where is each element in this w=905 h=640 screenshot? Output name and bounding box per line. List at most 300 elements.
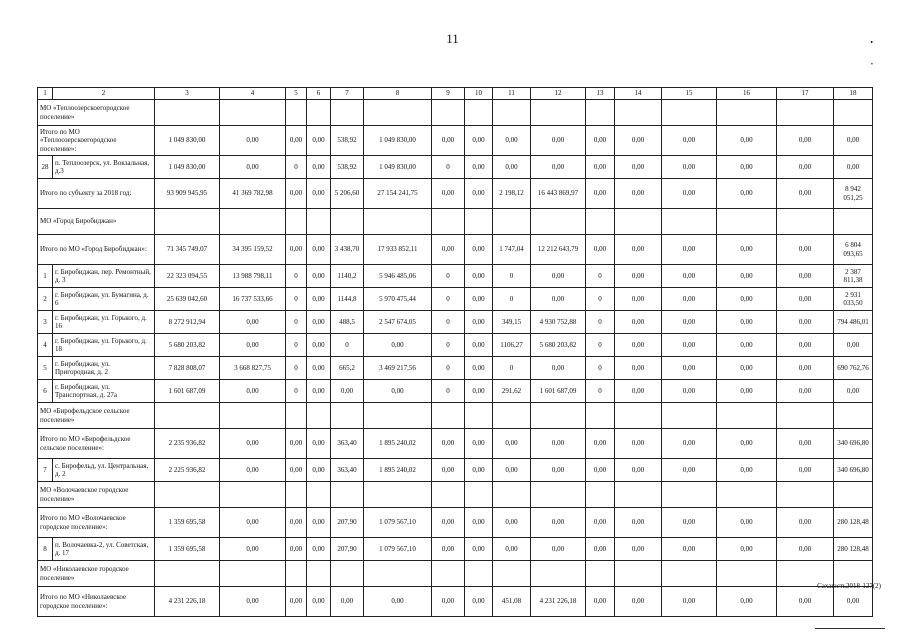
value-cell: 5 206,60 — [331, 179, 364, 209]
empty-cell — [220, 561, 286, 587]
value-cell: 0,00 — [364, 380, 432, 403]
value-cell: 0,00 — [717, 334, 777, 357]
value-cell: 0,00 — [220, 508, 286, 538]
value-cell: 1144,8 — [331, 288, 364, 311]
empty-cell — [432, 100, 465, 126]
value-cell: 0,00 — [307, 380, 331, 403]
value-cell: 0 — [432, 265, 465, 288]
value-cell: 0,00 — [717, 156, 777, 179]
value-cell: 0,00 — [465, 334, 493, 357]
value-cell: 17 933 852,11 — [364, 235, 432, 265]
empty-cell — [586, 403, 615, 429]
value-cell: 1 049 830,00 — [364, 126, 432, 156]
subtotal-row — [38, 126, 873, 156]
empty-cell — [432, 209, 465, 235]
empty-cell — [286, 403, 307, 429]
value-cell: 0,00 — [777, 538, 834, 561]
empty-cell — [364, 209, 432, 235]
empty-cell — [364, 100, 432, 126]
value-cell: 0,00 — [307, 538, 331, 561]
row-number: 5 — [38, 357, 53, 380]
empty-cell — [286, 482, 307, 508]
empty-cell — [717, 403, 777, 429]
value-cell: 0 — [586, 288, 615, 311]
column-number: 2 — [53, 88, 155, 100]
empty-cell — [531, 209, 586, 235]
empty-cell — [432, 561, 465, 587]
column-number: 13 — [586, 88, 615, 100]
value-cell: 0 — [286, 265, 307, 288]
column-number: 11 — [493, 88, 531, 100]
row-number: 3 — [38, 311, 53, 334]
value-cell: 0,00 — [531, 156, 586, 179]
value-cell: 794 486,01 — [834, 311, 873, 334]
empty-cell — [615, 561, 662, 587]
value-cell: 0,00 — [307, 357, 331, 380]
value-cell: 2 387 811,38 — [834, 265, 873, 288]
column-number: 4 — [220, 88, 286, 100]
value-cell: 363,40 — [331, 459, 364, 482]
empty-cell — [307, 561, 331, 587]
subtotal-label: Итого по субъекту за 2018 год: — [38, 179, 155, 209]
value-cell: 0,00 — [615, 265, 662, 288]
address-row — [38, 357, 873, 380]
value-cell: 0,00 — [286, 459, 307, 482]
value-cell: 0,00 — [717, 587, 777, 617]
value-cell: 0,00 — [220, 587, 286, 617]
value-cell: 0,00 — [615, 235, 662, 265]
row-number: 8 — [38, 538, 53, 561]
value-cell: 0 — [432, 156, 465, 179]
value-cell: 0,00 — [662, 538, 717, 561]
value-cell: 22 323 094,55 — [155, 265, 220, 288]
column-number: 6 — [307, 88, 331, 100]
value-cell: 0,00 — [615, 459, 662, 482]
value-cell: 0,00 — [493, 429, 531, 459]
value-cell: 0 — [331, 334, 364, 357]
empty-cell — [465, 561, 493, 587]
value-cell: 3 438,70 — [331, 235, 364, 265]
value-cell: 1 601 687,09 — [155, 380, 220, 403]
value-cell: 0,00 — [531, 429, 586, 459]
subtotal-label: Итого по МО «Теплоозерскоегородское поселение»: — [38, 126, 155, 156]
value-cell: 0,00 — [717, 126, 777, 156]
value-cell: 71 345 749,07 — [155, 235, 220, 265]
value-cell: 0,00 — [662, 380, 717, 403]
value-cell: 0 — [432, 380, 465, 403]
value-cell: 0,00 — [307, 265, 331, 288]
value-cell: 0,00 — [286, 179, 307, 209]
value-cell: 0,00 — [465, 265, 493, 288]
value-cell: 0,00 — [432, 429, 465, 459]
value-cell: 0 — [432, 311, 465, 334]
column-number: 12 — [531, 88, 586, 100]
empty-cell — [834, 482, 873, 508]
value-cell: 0,00 — [493, 538, 531, 561]
value-cell: 0,00 — [777, 508, 834, 538]
value-cell: 0,00 — [615, 334, 662, 357]
value-cell: 0,00 — [286, 508, 307, 538]
value-cell: 0,00 — [662, 587, 717, 617]
value-cell: 0,00 — [777, 126, 834, 156]
empty-cell — [307, 403, 331, 429]
value-cell: 0 — [286, 334, 307, 357]
value-cell: 0,00 — [662, 508, 717, 538]
value-cell: 41 369 782,98 — [220, 179, 286, 209]
value-cell: 0,00 — [586, 429, 615, 459]
empty-cell — [307, 482, 331, 508]
value-cell: 0,00 — [662, 357, 717, 380]
value-cell: 0,00 — [717, 459, 777, 482]
value-cell: 0,00 — [220, 380, 286, 403]
empty-cell — [493, 403, 531, 429]
empty-cell — [331, 209, 364, 235]
empty-cell — [432, 403, 465, 429]
value-cell: 0,00 — [777, 311, 834, 334]
value-cell: 12 212 643,79 — [531, 235, 586, 265]
value-cell: 0,00 — [465, 538, 493, 561]
value-cell: 0,00 — [717, 311, 777, 334]
value-cell: 0,00 — [777, 235, 834, 265]
value-cell: 0,00 — [615, 587, 662, 617]
value-cell: 0,00 — [662, 179, 717, 209]
municipality-name: МО «Город Биробиджан» — [38, 209, 155, 235]
value-cell: 0 — [286, 288, 307, 311]
empty-cell — [586, 209, 615, 235]
document-code: Сахаюсть2018-127(2) — [817, 582, 881, 590]
value-cell: 0,00 — [220, 538, 286, 561]
value-cell: 0,00 — [465, 156, 493, 179]
value-cell: 0,00 — [465, 311, 493, 334]
value-cell: 0,00 — [220, 334, 286, 357]
value-cell: 0 — [286, 357, 307, 380]
value-cell: 0,00 — [834, 156, 873, 179]
value-cell: 8 272 912,94 — [155, 311, 220, 334]
empty-cell — [432, 482, 465, 508]
column-number: 8 — [364, 88, 432, 100]
value-cell: 0,00 — [220, 459, 286, 482]
empty-cell — [834, 100, 873, 126]
value-cell: 0,00 — [307, 311, 331, 334]
value-cell: 0,00 — [531, 459, 586, 482]
empty-cell — [155, 561, 220, 587]
value-cell: 25 639 042,60 — [155, 288, 220, 311]
scan-mark: • — [870, 38, 873, 47]
value-cell: 0,00 — [307, 179, 331, 209]
address-cell: г. Биробиджан, пер. Ремонтный, д. 3 — [53, 265, 155, 288]
value-cell: 1 049 830,00 — [155, 126, 220, 156]
value-cell: 7 828 808,07 — [155, 357, 220, 380]
empty-cell — [531, 482, 586, 508]
value-cell: 0,00 — [615, 538, 662, 561]
value-cell: 0,00 — [717, 265, 777, 288]
value-cell: 0,00 — [465, 459, 493, 482]
address-row — [38, 459, 873, 482]
address-cell: г. Биробиджан, ул. Бумагина, д. 6 — [53, 288, 155, 311]
address-row — [38, 538, 873, 561]
page-number: 11 — [446, 31, 459, 46]
value-cell: 0 — [432, 334, 465, 357]
empty-cell — [531, 100, 586, 126]
value-cell: 8 942 051,25 — [834, 179, 873, 209]
empty-cell — [717, 100, 777, 126]
value-cell: 0,00 — [531, 538, 586, 561]
value-cell: 0 — [586, 380, 615, 403]
value-cell: 451,08 — [493, 587, 531, 617]
empty-cell — [331, 561, 364, 587]
column-number: 15 — [662, 88, 717, 100]
value-cell: 0 — [286, 156, 307, 179]
address-cell: г. Биробиджан, ул. Горького, д. 16 — [53, 311, 155, 334]
value-cell: 1 747,04 — [493, 235, 531, 265]
address-row — [38, 334, 873, 357]
value-cell: 2 931 033,50 — [834, 288, 873, 311]
subtotal-row — [38, 179, 873, 209]
value-cell: 0,00 — [331, 380, 364, 403]
value-cell: 0,00 — [615, 126, 662, 156]
value-cell: 4 231 226,18 — [155, 587, 220, 617]
value-cell: 538,92 — [331, 126, 364, 156]
value-cell: 0,00 — [777, 334, 834, 357]
empty-cell — [777, 482, 834, 508]
subtotal-row — [38, 429, 873, 459]
value-cell: 0,00 — [586, 459, 615, 482]
value-cell: 0,00 — [286, 538, 307, 561]
value-cell: 0,00 — [307, 429, 331, 459]
value-cell: 6 804 093,65 — [834, 235, 873, 265]
value-cell: 0,00 — [286, 587, 307, 617]
value-cell: 0,00 — [465, 126, 493, 156]
value-cell: 0,00 — [834, 126, 873, 156]
value-cell: 0,00 — [465, 179, 493, 209]
row-number: 6 — [38, 380, 53, 403]
value-cell: 1 359 695,58 — [155, 508, 220, 538]
value-cell: 0,00 — [531, 265, 586, 288]
value-cell: 1106,27 — [493, 334, 531, 357]
row-number: 28 — [38, 156, 53, 179]
value-cell: 0,00 — [834, 380, 873, 403]
value-cell: 2 198,12 — [493, 179, 531, 209]
empty-cell — [834, 403, 873, 429]
empty-cell — [331, 403, 364, 429]
value-cell: 0,00 — [432, 459, 465, 482]
value-cell: 538,92 — [331, 156, 364, 179]
value-cell: 0,00 — [662, 156, 717, 179]
column-number: 16 — [717, 88, 777, 100]
empty-cell — [531, 561, 586, 587]
empty-cell — [777, 209, 834, 235]
value-cell: 0 — [286, 380, 307, 403]
value-cell: 16 443 869,97 — [531, 179, 586, 209]
value-cell: 93 909 945,95 — [155, 179, 220, 209]
value-cell: 207,90 — [331, 508, 364, 538]
value-cell: 1 601 687,09 — [531, 380, 586, 403]
empty-cell — [717, 561, 777, 587]
address-cell: п. Теплоозерск, ул. Вокзальная, д.3 — [53, 156, 155, 179]
value-cell: 1 079 567,10 — [364, 508, 432, 538]
empty-cell — [662, 482, 717, 508]
value-cell: 0,00 — [493, 126, 531, 156]
value-cell: 690 762,76 — [834, 357, 873, 380]
empty-cell — [155, 100, 220, 126]
row-number: 4 — [38, 334, 53, 357]
value-cell: 488,5 — [331, 311, 364, 334]
value-cell: 0,00 — [777, 357, 834, 380]
value-cell: 0,00 — [531, 288, 586, 311]
value-cell: 0,00 — [717, 508, 777, 538]
value-cell: 3 668 827,75 — [220, 357, 286, 380]
value-cell: 0,00 — [717, 380, 777, 403]
value-cell: 0,00 — [586, 235, 615, 265]
value-cell: 1 359 695,58 — [155, 538, 220, 561]
empty-cell — [307, 209, 331, 235]
municipality-heading-row — [38, 403, 873, 429]
column-number: 9 — [432, 88, 465, 100]
value-cell: 665,2 — [331, 357, 364, 380]
report-table — [37, 87, 873, 617]
municipality-heading-row — [38, 482, 873, 508]
empty-cell — [662, 561, 717, 587]
empty-cell — [615, 403, 662, 429]
value-cell: 0,00 — [286, 429, 307, 459]
value-cell: 5 680 203,82 — [531, 334, 586, 357]
value-cell: 0,00 — [662, 265, 717, 288]
value-cell: 34 395 159,52 — [220, 235, 286, 265]
value-cell: 0,00 — [834, 334, 873, 357]
value-cell: 0,00 — [465, 587, 493, 617]
empty-cell — [155, 403, 220, 429]
value-cell: 0,00 — [220, 311, 286, 334]
value-cell: 5 970 475,44 — [364, 288, 432, 311]
value-cell: 0,00 — [777, 179, 834, 209]
value-cell: 0,00 — [465, 380, 493, 403]
value-cell: 0 — [493, 357, 531, 380]
value-cell: 0,00 — [465, 288, 493, 311]
empty-cell — [493, 482, 531, 508]
value-cell: 0,00 — [662, 429, 717, 459]
empty-cell — [155, 209, 220, 235]
value-cell: 0,00 — [586, 538, 615, 561]
value-cell: 0,00 — [586, 156, 615, 179]
subtotal-row — [38, 508, 873, 538]
value-cell: 0,00 — [717, 357, 777, 380]
address-row — [38, 380, 873, 403]
column-number: 5 — [286, 88, 307, 100]
value-cell: 0,00 — [777, 459, 834, 482]
value-cell: 0 — [432, 288, 465, 311]
value-cell: 0,00 — [432, 508, 465, 538]
value-cell: 0,00 — [531, 357, 586, 380]
empty-cell — [531, 403, 586, 429]
value-cell: 5 946 485,06 — [364, 265, 432, 288]
value-cell: 1 049 830,00 — [155, 156, 220, 179]
empty-cell — [286, 100, 307, 126]
value-cell: 0,00 — [615, 380, 662, 403]
value-cell: 0,00 — [717, 288, 777, 311]
value-cell: 340 696,80 — [834, 459, 873, 482]
value-cell: 5 680 203,82 — [155, 334, 220, 357]
column-number: 14 — [615, 88, 662, 100]
subtotal-label: Итого по МО «Николаевское городское поселение»: — [38, 587, 155, 617]
value-cell: 0 — [432, 357, 465, 380]
empty-cell — [364, 561, 432, 587]
municipality-heading-row — [38, 209, 873, 235]
column-number: 3 — [155, 88, 220, 100]
empty-cell — [717, 482, 777, 508]
empty-cell — [465, 100, 493, 126]
empty-cell — [615, 482, 662, 508]
scan-mark: • — [870, 62, 873, 68]
address-cell: г. Биробиджан, ул. Горького, д. 18 — [53, 334, 155, 357]
value-cell: 0,00 — [662, 311, 717, 334]
address-cell: с. Бирофельд, ул. Центральная, д. 2 — [53, 459, 155, 482]
value-cell: 0,00 — [307, 126, 331, 156]
value-cell: 4 930 752,88 — [531, 311, 586, 334]
value-cell: 1 895 240,02 — [364, 459, 432, 482]
empty-cell — [465, 403, 493, 429]
value-cell: 0,00 — [615, 357, 662, 380]
value-cell: 0,00 — [777, 288, 834, 311]
subtotal-row — [38, 235, 873, 265]
value-cell: 0,00 — [662, 288, 717, 311]
value-cell: 291,62 — [493, 380, 531, 403]
value-cell: 0,00 — [432, 179, 465, 209]
value-cell: 0,00 — [307, 459, 331, 482]
value-cell: 0,00 — [615, 156, 662, 179]
subtotal-label: Итого по МО «Волочаевское городское поселение»: — [38, 508, 155, 538]
subtotal-row — [38, 587, 873, 617]
value-cell: 0,00 — [615, 508, 662, 538]
value-cell: 16 737 533,66 — [220, 288, 286, 311]
empty-cell — [220, 209, 286, 235]
value-cell: 0,00 — [662, 334, 717, 357]
empty-cell — [615, 209, 662, 235]
value-cell: 0,00 — [307, 508, 331, 538]
empty-cell — [465, 482, 493, 508]
value-cell: 0,00 — [615, 429, 662, 459]
value-cell: 0,00 — [286, 235, 307, 265]
municipality-name: МО «Бирофельдское сельское поселение» — [38, 403, 155, 429]
value-cell: 0,00 — [364, 587, 432, 617]
value-cell: 0 — [586, 357, 615, 380]
empty-cell — [286, 561, 307, 587]
empty-cell — [493, 209, 531, 235]
row-number: 2 — [38, 288, 53, 311]
value-cell: 0,00 — [432, 538, 465, 561]
value-cell: 0,00 — [307, 235, 331, 265]
value-cell: 0,00 — [662, 235, 717, 265]
value-cell: 0,00 — [615, 179, 662, 209]
row-number: 7 — [38, 459, 53, 482]
value-cell: 2 235 936,82 — [155, 429, 220, 459]
address-row — [38, 311, 873, 334]
value-cell: 4 231 226,18 — [531, 587, 586, 617]
value-cell: 0,00 — [331, 587, 364, 617]
value-cell: 0,00 — [717, 429, 777, 459]
value-cell: 0,00 — [777, 156, 834, 179]
value-cell: 0,00 — [717, 179, 777, 209]
value-cell: 0,00 — [432, 587, 465, 617]
empty-cell — [834, 209, 873, 235]
municipality-heading-row — [38, 100, 873, 126]
empty-cell — [307, 100, 331, 126]
municipality-name: МО «Николаевское городское поселение» — [38, 561, 155, 587]
value-cell: 0,00 — [531, 508, 586, 538]
value-cell: 0,00 — [220, 429, 286, 459]
value-cell: 0,00 — [220, 126, 286, 156]
value-cell: 1 049 830,00 — [364, 156, 432, 179]
address-row — [38, 156, 873, 179]
